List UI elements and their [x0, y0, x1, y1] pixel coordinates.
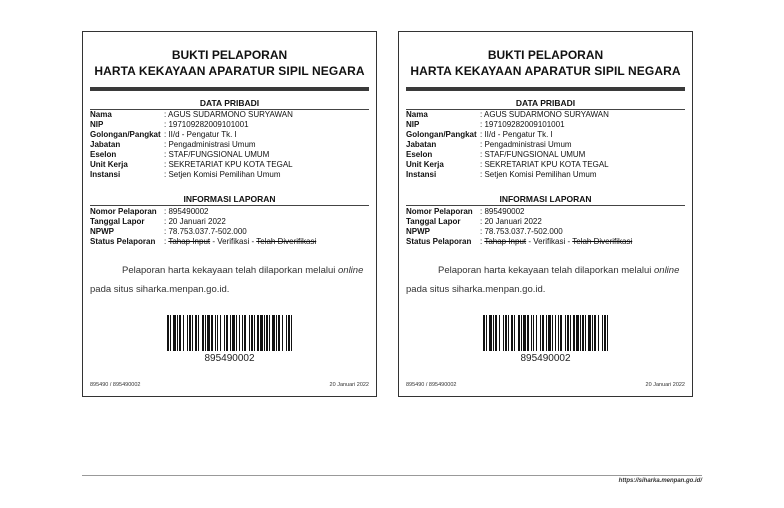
barcode-bar	[604, 315, 606, 351]
barcode-bar	[217, 315, 218, 351]
barcode-bar	[555, 315, 556, 351]
barcode-bar	[239, 315, 240, 351]
barcode-bar	[215, 315, 216, 351]
status-step-diverifikasi: Telah Diverifikasi	[572, 237, 633, 246]
barcode-bar	[236, 315, 237, 351]
field-value: : 20 Januari 2022	[480, 217, 542, 226]
barcode-bar	[518, 315, 520, 351]
field-label: Nama	[406, 110, 428, 119]
barcode-bar	[607, 315, 608, 351]
barcode-bar	[531, 315, 532, 351]
page-footer-divider	[82, 475, 702, 476]
barcode-bar	[257, 315, 259, 351]
status-prefix: :	[164, 237, 169, 246]
barcode-bar	[286, 315, 287, 351]
field-row-instansi	[406, 170, 685, 180]
field-value: : Pengadministrasi Umum	[480, 140, 572, 149]
barcode-bar	[264, 315, 265, 351]
barcode-bar	[499, 315, 500, 351]
field-row-jabatan	[90, 140, 369, 150]
barcode-bar	[495, 315, 497, 351]
field-label: Jabatan	[406, 140, 437, 149]
report-card-left	[82, 31, 377, 397]
statement-paragraph	[90, 261, 369, 299]
field-label: Nomor Pelaporan	[406, 207, 473, 216]
field-label: Status Pelaporan	[90, 237, 156, 246]
field-label: Tanggal Lapor	[406, 217, 461, 226]
barcode-bar	[278, 315, 280, 351]
field-row-instansi	[90, 170, 369, 180]
barcode-bar	[588, 315, 591, 351]
barcode-bar	[189, 315, 191, 351]
barcode-bar	[489, 315, 492, 351]
statement-text: Pelaporan harta kekayaan telah dilaporkan melalui	[122, 265, 338, 276]
status-separator: -	[526, 237, 534, 246]
header-divider	[406, 87, 685, 91]
barcode-bar	[291, 315, 292, 351]
barcode-bar	[546, 315, 547, 351]
barcode-bar	[170, 315, 171, 351]
field-value: : Setjen Komisi Pemilihan Umum	[480, 170, 597, 179]
field-row-nip	[90, 120, 369, 130]
status-step-input: Tahap Input	[484, 237, 527, 246]
field-label: NIP	[406, 120, 420, 129]
field-value: : Pengadministrasi Umum	[164, 140, 256, 149]
barcode-bar	[548, 315, 551, 351]
field-label: Nomor Pelaporan	[90, 207, 157, 216]
statement-paragraph	[406, 261, 685, 299]
barcode-bar	[177, 315, 178, 351]
barcode-number: 895490002	[520, 353, 571, 364]
barcode-bar	[173, 315, 176, 351]
barcode-bar	[251, 315, 253, 351]
barcode-bar	[598, 315, 599, 351]
barcode-bar	[198, 315, 199, 351]
field-label: Tanggal Lapor	[90, 217, 145, 226]
barcode-bar	[580, 315, 581, 351]
barcode-image	[167, 315, 294, 351]
personal-data-list	[406, 110, 685, 180]
field-label: Status Pelaporan	[406, 237, 472, 246]
field-value: : SEKRETARIAT KPU KOTA TEGAL	[164, 160, 293, 169]
field-row-nama	[90, 110, 369, 120]
barcode-bar	[576, 315, 579, 351]
statement-text: Pelaporan harta kekayaan telah dilaporkan melalui	[438, 265, 654, 276]
barcode-bar	[224, 315, 225, 351]
barcode-bar	[211, 315, 213, 351]
barcode-bar	[514, 315, 515, 351]
barcode-bar	[269, 315, 270, 351]
barcode-bar	[565, 315, 566, 351]
field-value: : 20 Januari 2022	[164, 217, 226, 226]
field-value: : 197109282009101001	[480, 120, 565, 129]
report-info-list	[90, 207, 369, 247]
status-step-diverifikasi: Telah Diverifikasi	[256, 237, 317, 246]
field-row-nip	[406, 120, 685, 130]
barcode-bar	[226, 315, 228, 351]
field-label: Jabatan	[90, 140, 121, 149]
barcode-bar	[288, 315, 290, 351]
status-separator: -	[249, 237, 257, 246]
barcode-bar	[542, 315, 544, 351]
barcode-bar	[167, 315, 169, 351]
barcode-bar	[560, 315, 562, 351]
field-label: Nama	[90, 110, 112, 119]
field-row-unit-kerja	[90, 160, 369, 170]
field-row-eselon	[406, 150, 685, 160]
barcode-bar	[230, 315, 231, 351]
barcode-bar	[558, 315, 559, 351]
field-label: NIP	[90, 120, 104, 129]
barcode-bar	[244, 315, 246, 351]
footer-date: 20 Januari 2022	[329, 382, 369, 388]
barcode-bar	[521, 315, 522, 351]
barcode-bar	[570, 315, 571, 351]
section-heading-pribadi: DATA PRIBADI	[90, 98, 369, 110]
status-step-verifikasi: Verifikasi	[217, 237, 250, 246]
field-value: : STAF/FUNGSIONAL UMUM	[480, 150, 586, 159]
footer-id: 895490 / 895490002	[90, 382, 141, 388]
barcode-bar	[220, 315, 221, 351]
barcode-bar	[207, 315, 210, 351]
barcode-bar	[266, 315, 268, 351]
barcode-bar	[602, 315, 603, 351]
field-label: Eselon	[406, 150, 433, 159]
barcode-bar	[508, 315, 509, 351]
field-value: : 78.753.037.7-502.000	[164, 227, 247, 236]
field-label: Golongan/Pangkat	[90, 130, 161, 139]
field-label: NPWP	[406, 227, 430, 236]
barcode-bar	[493, 315, 494, 351]
barcode-bar	[552, 315, 553, 351]
field-row-tanggal	[406, 217, 685, 227]
field-label: Eselon	[90, 150, 117, 159]
field-row-status	[406, 237, 685, 247]
field-value: : 197109282009101001	[164, 120, 249, 129]
barcode-bar	[205, 315, 206, 351]
field-label: Golongan/Pangkat	[406, 130, 477, 139]
field-label: NPWP	[90, 227, 114, 236]
status-value	[480, 237, 685, 247]
header-divider	[90, 87, 369, 91]
status-step-verifikasi: Verifikasi	[533, 237, 566, 246]
card-title: BUKTI PELAPORAN	[487, 48, 604, 62]
card-title: BUKTI PELAPORAN	[171, 48, 288, 62]
status-separator: -	[565, 237, 573, 246]
status-step-input: Tahap Input	[168, 237, 211, 246]
field-value: : Setjen Komisi Pemilihan Umum	[164, 170, 281, 179]
barcode-bar	[503, 315, 504, 351]
barcode-bar	[187, 315, 188, 351]
barcode-bar	[567, 315, 569, 351]
barcode-bar	[511, 315, 513, 351]
field-value: : 895490002	[164, 207, 209, 216]
barcode-bar	[573, 315, 575, 351]
field-value: : 78.753.037.7-502.000	[480, 227, 563, 236]
barcode-bar	[486, 315, 487, 351]
barcode-bar	[232, 315, 235, 351]
field-row-unit-kerja	[406, 160, 685, 170]
barcode-bar	[483, 315, 485, 351]
barcode-bar	[582, 315, 584, 351]
barcode-bar	[254, 315, 255, 351]
field-row-eselon	[90, 150, 369, 160]
field-row-status	[90, 237, 369, 247]
barcode-bar	[276, 315, 277, 351]
field-label: Instansi	[406, 170, 437, 179]
barcode-bar	[242, 315, 243, 351]
barcode-bar	[282, 315, 283, 351]
field-row-golongan	[406, 130, 685, 140]
statement-online: online	[338, 265, 364, 276]
field-row-tanggal	[90, 217, 369, 227]
field-row-golongan	[90, 130, 369, 140]
statement-online: online	[654, 265, 680, 276]
barcode-bar	[195, 315, 197, 351]
barcode-number: 895490002	[204, 353, 255, 364]
field-label: Unit Kerja	[406, 160, 444, 169]
report-info-list	[406, 207, 685, 247]
barcode-bar	[527, 315, 529, 351]
statement-line2: pada situs siharka.menpan.go.id.	[90, 284, 230, 295]
page-footer-url: https://siharka.menpan.go.id/	[618, 478, 702, 484]
footer-id: 895490 / 895490002	[406, 382, 457, 388]
field-value: : STAF/FUNGSIONAL UMUM	[164, 150, 270, 159]
barcode-bar	[192, 315, 193, 351]
barcode-bar	[533, 315, 534, 351]
status-prefix: :	[480, 237, 485, 246]
section-heading-pribadi: DATA PRIBADI	[406, 98, 685, 110]
field-value: : II/d - Pengatur Tk. I	[164, 130, 237, 139]
field-value: : SEKRETARIAT KPU KOTA TEGAL	[480, 160, 609, 169]
statement-line2: pada situs siharka.menpan.go.id.	[406, 284, 546, 295]
barcode-bar	[272, 315, 275, 351]
barcode-bar	[249, 315, 250, 351]
section-heading-informasi: INFORMASI LAPORAN	[406, 194, 685, 206]
field-value: : II/d - Pengatur Tk. I	[480, 130, 553, 139]
barcode-bar	[523, 315, 526, 351]
field-label: Instansi	[90, 170, 121, 179]
barcode-bar	[260, 315, 263, 351]
barcode-bar	[594, 315, 596, 351]
barcode-bar	[585, 315, 586, 351]
status-value	[164, 237, 369, 247]
barcode-bar	[536, 315, 537, 351]
field-row-jabatan	[406, 140, 685, 150]
status-separator: -	[210, 237, 218, 246]
card-subtitle: HARTA KEKAYAAN APARATUR SIPIL NEGARA	[94, 64, 365, 78]
personal-data-list	[90, 110, 369, 180]
field-row-npwp	[406, 227, 685, 237]
field-value: : 895490002	[480, 207, 525, 216]
barcode-bar	[179, 315, 181, 351]
field-row-nomor	[90, 207, 369, 217]
barcode-bar	[202, 315, 204, 351]
barcode-bar	[540, 315, 541, 351]
barcode-bar	[183, 315, 184, 351]
section-heading-informasi: INFORMASI LAPORAN	[90, 194, 369, 206]
barcode-bar	[505, 315, 507, 351]
field-row-nama	[406, 110, 685, 120]
footer-date: 20 Januari 2022	[645, 382, 685, 388]
card-subtitle: HARTA KEKAYAAN APARATUR SIPIL NEGARA	[410, 64, 681, 78]
field-row-nomor	[406, 207, 685, 217]
field-label: Unit Kerja	[90, 160, 128, 169]
barcode-bar	[592, 315, 593, 351]
report-card-right	[398, 31, 693, 397]
barcode-image	[483, 315, 610, 351]
field-row-npwp	[90, 227, 369, 237]
field-value: : AGUS SUDARMONO SURYAWAN	[480, 110, 609, 119]
field-value: : AGUS SUDARMONO SURYAWAN	[164, 110, 293, 119]
